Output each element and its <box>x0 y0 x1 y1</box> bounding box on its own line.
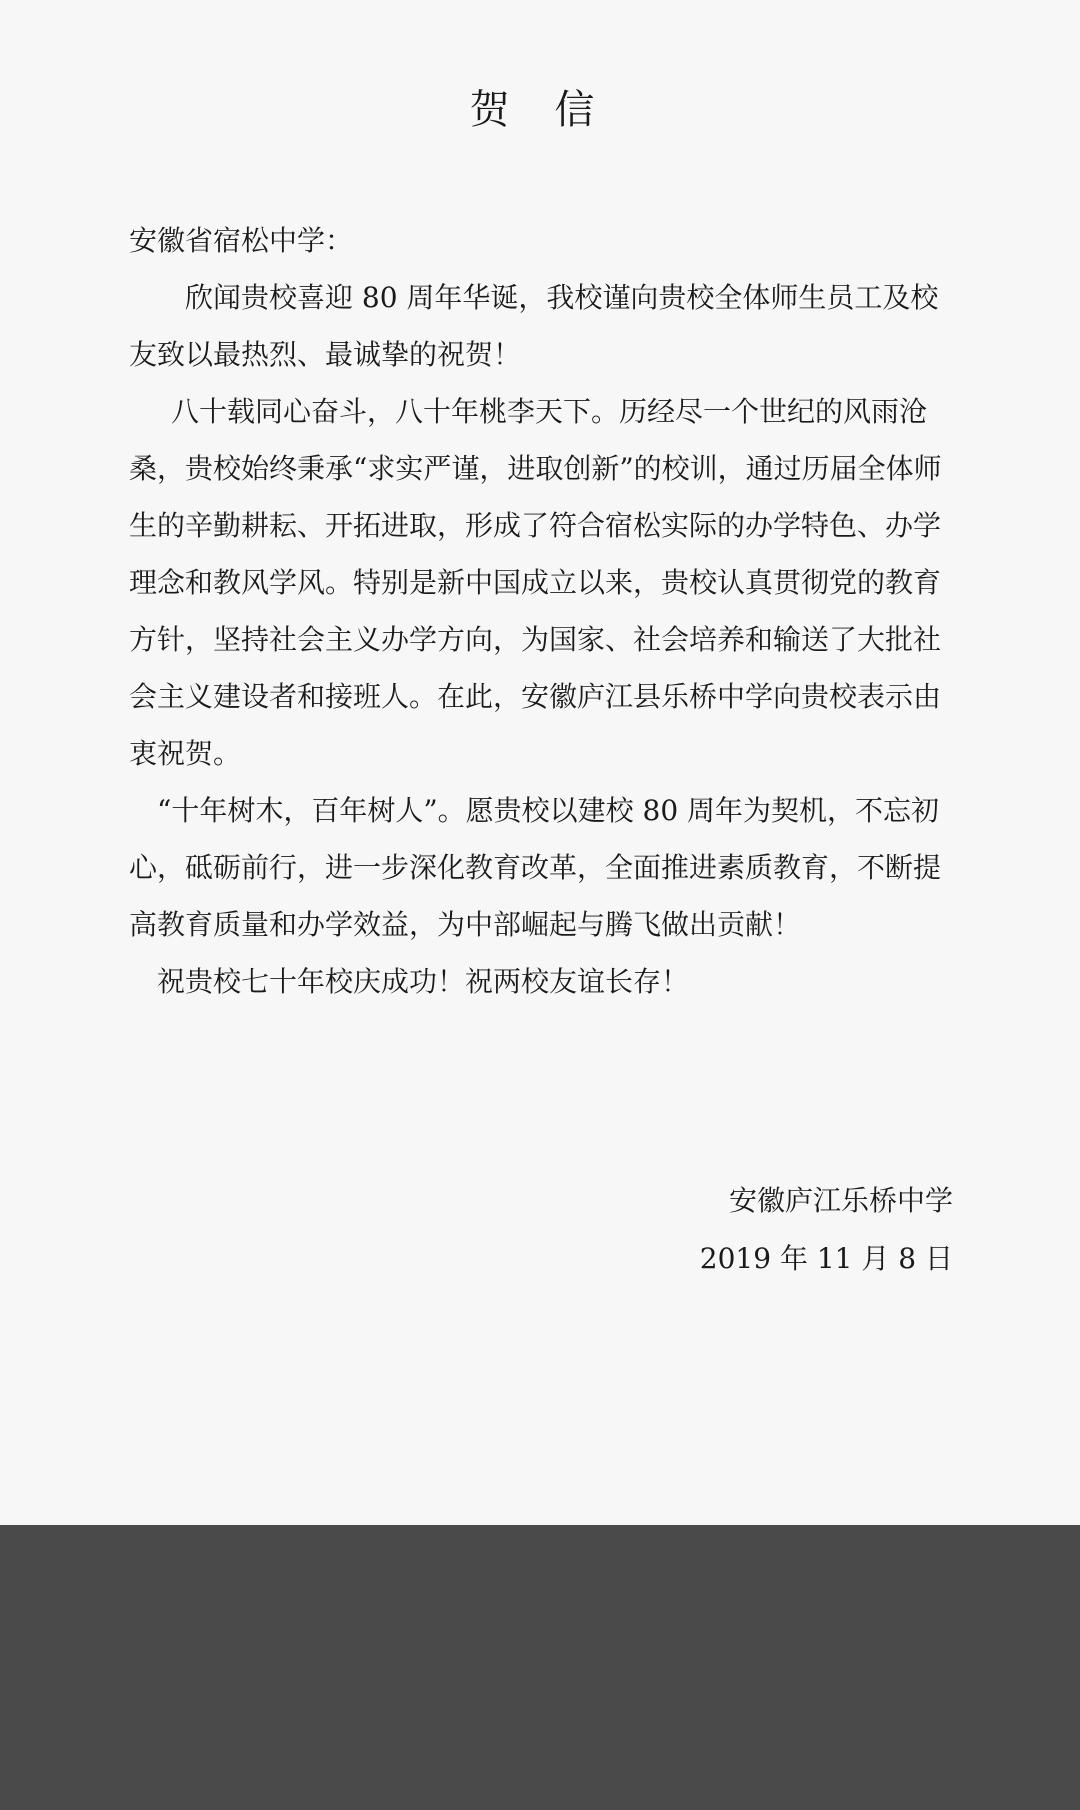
paragraph-wishes: “十年树木，百年树人”。愿贵校以建校 80 周年为契机，不忘初心，砥砺前行，进一步深化教育改革，全面推进素质教育，不断提高教育质量和办学效益，为中部崛起与腾飞做出贡献！ <box>129 794 942 941</box>
paragraph-congratulation: 欣闻贵校喜迎 80 周年华诞，我校谨向贵校全体师生员工及校友致以最热烈、最诚挚的祝贺！ <box>129 281 939 371</box>
paragraph-history: 八十载同心奋斗，八十年桃李天下。历经尽一个世纪的风雨沧桑，贵校始终秉承“求实严谨，进取创新”的校训，通过历届全体师生的辛勤耕耘、开拓进取，形成了符合宿松实际的办学特色、办学理念和教风学风。特别是新中国成立以来，贵校认真贯彻党的教育方针，坚持社会主义办学方向，为国家、社会培养和输送了大批社会主义建设者和接班人。在此，安徽庐江县乐桥中学向贵校表示由衷祝贺。 <box>129 395 942 770</box>
signature-block <box>700 1172 953 1288</box>
letter-date: 2019 年 11 月 8 日 <box>699 1242 953 1275</box>
footer-band <box>0 1525 1080 1810</box>
letter-title: 贺 信 <box>469 87 611 133</box>
letter-body <box>129 212 953 1010</box>
sender-name: 安徽庐江乐桥中学 <box>728 1184 953 1217</box>
paragraph-closing: 祝贵校七十年校庆成功！祝两校友谊长存！ <box>157 965 690 998</box>
salutation: 安徽省宿松中学： <box>129 224 354 257</box>
